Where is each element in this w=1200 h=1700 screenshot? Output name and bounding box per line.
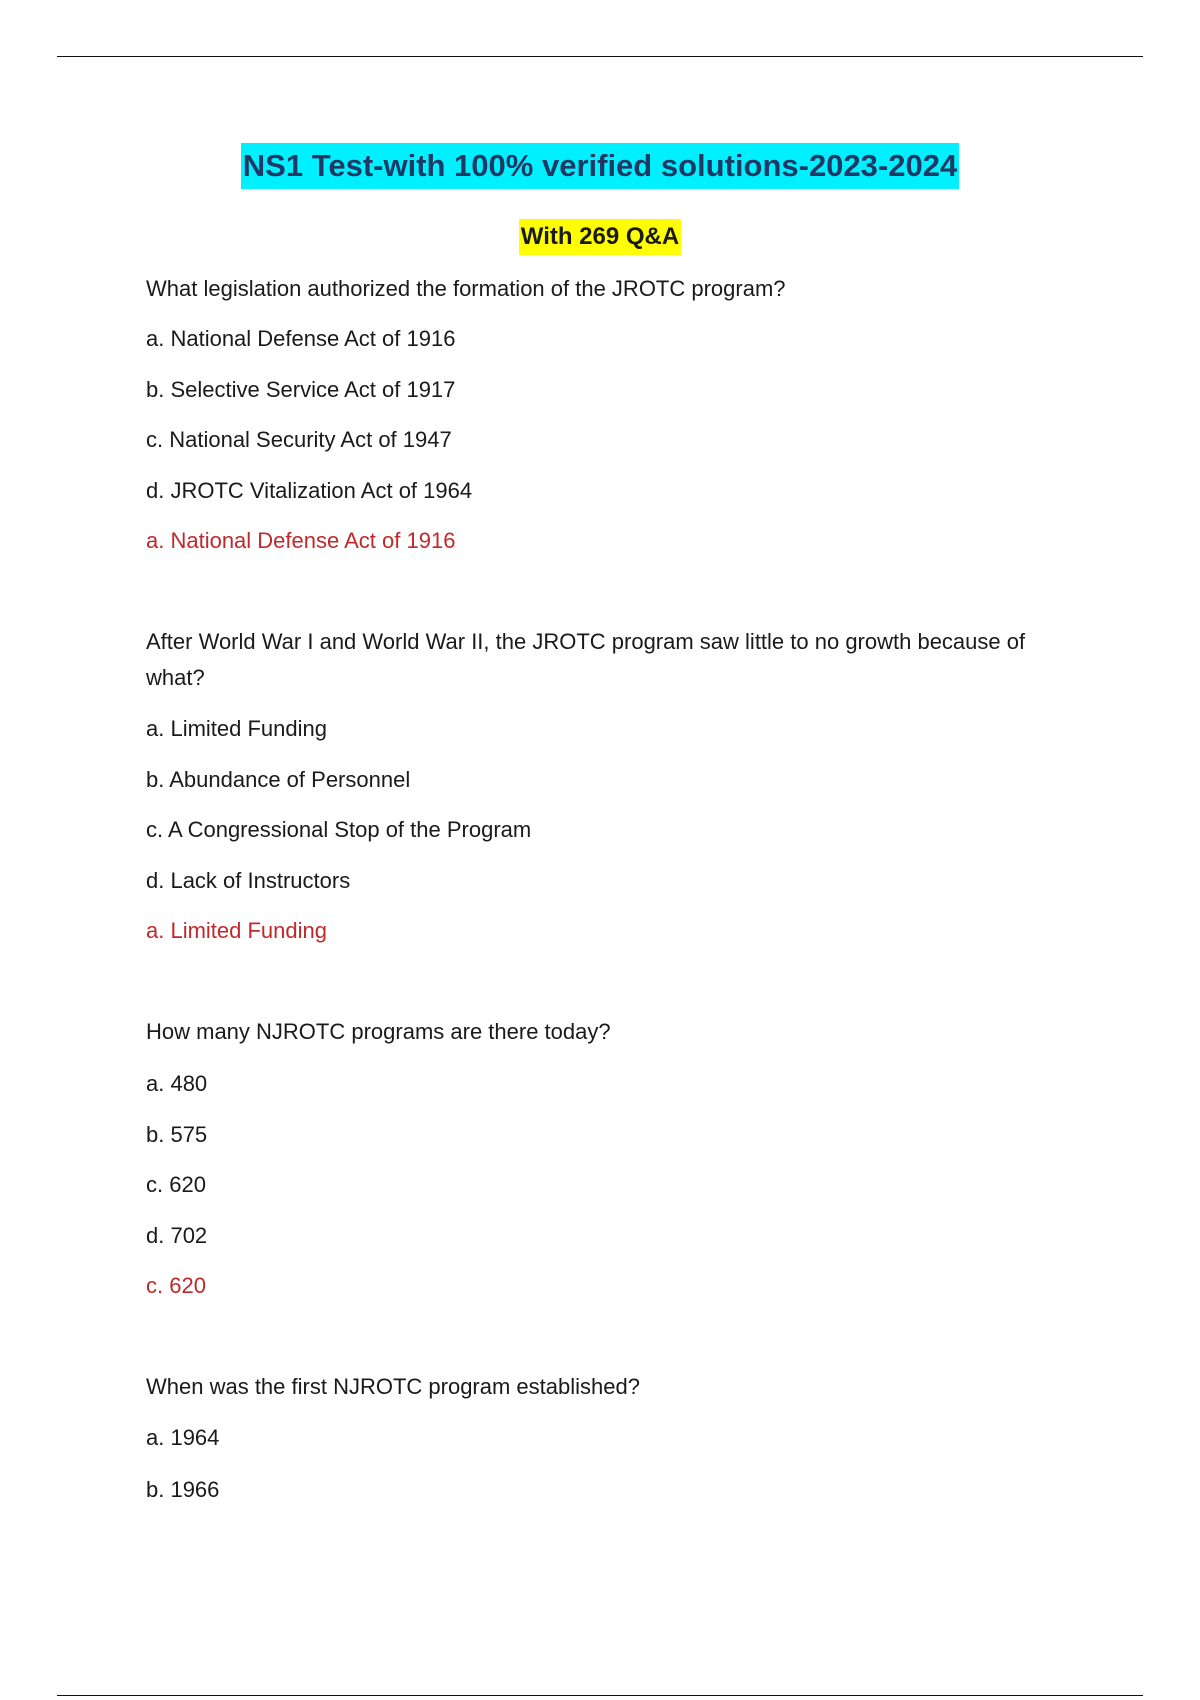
answer-text: a. National Defense Act of 1916 bbox=[146, 528, 456, 553]
bottom-rule bbox=[57, 1695, 1143, 1696]
option-item: b. 575 bbox=[146, 1122, 208, 1147]
option-item: b. 1966 bbox=[146, 1477, 220, 1502]
title-block bbox=[0, 143, 1200, 189]
option-item: a. Limited Funding bbox=[146, 716, 327, 741]
question-text: After World War I and World War II, the JROTC program saw little to no growth because of what? bbox=[146, 629, 1026, 690]
document-title: NS1 Test-with 100% verified solutions-2023-2024 bbox=[241, 143, 959, 189]
subtitle-block bbox=[0, 219, 1200, 255]
option-item: d. JROTC Vitalization Act of 1964 bbox=[146, 478, 473, 503]
option-item: d. Lack of Instructors bbox=[146, 868, 351, 893]
option-item: c. National Security Act of 1947 bbox=[146, 427, 452, 452]
answer-text: c. 620 bbox=[146, 1273, 206, 1298]
option-item: c. A Congressional Stop of the Program bbox=[146, 817, 532, 842]
question-text: How many NJROTC programs are there today? bbox=[146, 1019, 611, 1044]
document-subtitle: With 269 Q&A bbox=[519, 219, 681, 255]
question-text: When was the first NJROTC program established? bbox=[146, 1374, 640, 1399]
option-item: b. Abundance of Personnel bbox=[146, 767, 411, 792]
question-text: What legislation authorized the formation of the JROTC program? bbox=[146, 276, 786, 301]
option-item: c. 620 bbox=[146, 1172, 206, 1197]
option-item: a. National Defense Act of 1916 bbox=[146, 326, 456, 351]
option-item: a. 1964 bbox=[146, 1425, 220, 1450]
option-item: a. 480 bbox=[146, 1071, 208, 1096]
option-item: d. 702 bbox=[146, 1223, 208, 1248]
top-rule bbox=[57, 56, 1143, 57]
answer-text: a. Limited Funding bbox=[146, 918, 327, 943]
option-item: b. Selective Service Act of 1917 bbox=[146, 377, 456, 402]
